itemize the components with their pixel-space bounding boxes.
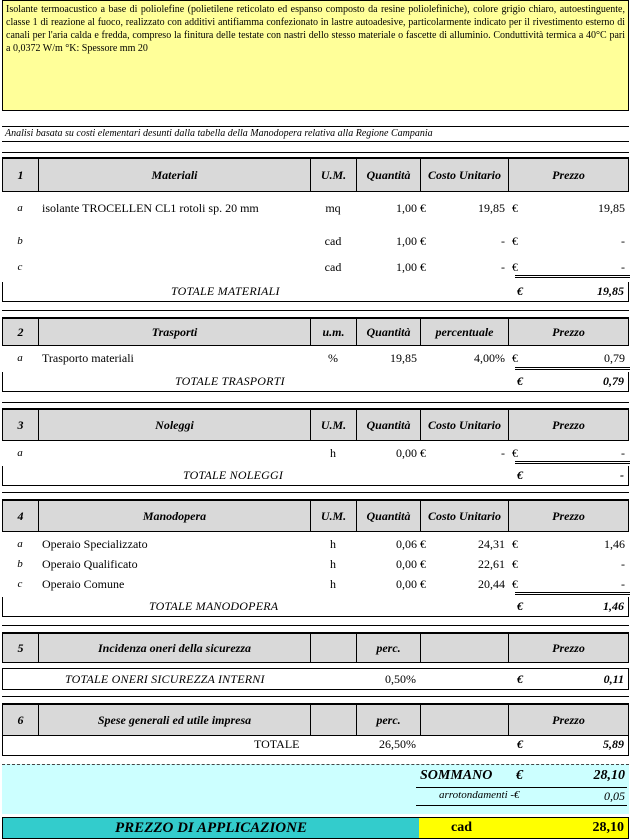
section-number: 2 [3,319,39,345]
currency-symbol: € [512,233,518,248]
row-unit-cost: 22,61 [478,556,505,571]
currency-symbol: € [420,576,426,591]
unit-cost-header: Costo Unitario [421,159,509,191]
percent-header: perc. [357,705,421,735]
section-title: Trasporti [39,319,311,345]
percent-value: 26,50% [379,737,416,751]
row-unit-cost: - [501,233,505,248]
total-label: TOTALE ONERI SICUREZZA INTERNI [65,672,265,686]
row-quantity: 1,00 [396,200,417,215]
section-title: Noleggi [39,410,311,440]
row-unit: h [330,445,336,460]
section-title: Materiali [39,159,311,191]
row-index: b [17,558,23,570]
currency-symbol: € [512,445,518,460]
currency-symbol: € [512,556,518,571]
item-description: Isolante termoacustico a base di poliolefine (polietilene reticolato ed espanso composto da resine poliolefiniche), colore grigio chiaro, autoestinguente, classe 1 di reazione al fuoco, realizzato con additivi antifiamma confezionato in lastre autoadesive, particolarmente indicato per il rivestimento esterno di canali per l'aria calda e fredda, compreso la finitura delle testate con nastri dello stesso materiale o fascette di alluminio. Conduttività termica a 40°C pari a 0,0372 W/m °K: Spessore mm 20 [2,0,629,111]
row-unit: h [330,576,336,591]
row-unit: cad [324,233,342,248]
row-unit-cost: 24,31 [478,536,505,551]
noleggi-header [2,409,629,441]
row-percent: 4,00% [474,350,505,365]
row-unit: % [328,350,338,365]
currency-symbol: € [512,536,518,551]
table-row [2,348,629,368]
manodopera-total-row [2,597,629,617]
section-title: Manodopera [39,501,311,531]
trasporti-total-row [2,372,629,392]
sicurezza-total-row [2,668,629,690]
spese-total-row [2,736,629,756]
um-header: u.m. [311,319,357,345]
row-price: 19,85 [598,200,625,215]
total-value: 19,85 [597,284,624,298]
currency-symbol: € [512,200,518,215]
materiali-header [2,158,629,192]
percent-header: percentuale [421,319,509,345]
total-value: 1,46 [603,599,624,613]
section-separator [2,696,629,704]
unit-cost-header: Costo Unitario [421,410,509,440]
row-unit: mq [325,200,341,215]
final-price-row [2,817,629,839]
currency-symbol: € [517,737,523,751]
row-quantity: 0,00 [396,556,417,571]
section-title: Spese generali ed utile impresa [39,705,311,735]
currency-symbol: € [517,468,523,482]
sommano-box: SOMMANO € 28,10 arrotondamenti -€ 0,05 [2,764,629,814]
price-header: Prezzo [552,417,585,432]
currency-symbol: € [420,556,426,571]
percent-header: perc. [357,634,421,662]
total-label: TOTALE NOLEGGI [183,468,284,482]
currency-symbol: € [512,576,518,591]
um-header: U.M. [311,410,357,440]
row-unit-cost: 19,85 [478,200,505,215]
row-price: - [621,259,625,274]
section-separator [2,310,629,318]
currency-symbol: € [517,284,523,298]
row-unit: h [330,536,336,551]
row-unit-cost: - [501,445,505,460]
row-price: - [621,576,625,591]
total-value: 0,79 [603,374,624,388]
double-underline [515,367,630,370]
table-row [2,534,629,554]
row-description: Operaio Specializzato [42,536,148,551]
manodopera-header [2,500,629,532]
currency-symbol: € [517,599,523,613]
double-underline [515,461,630,464]
total-value: 0,11 [603,672,624,686]
row-quantity: 0,06 [396,536,417,551]
section-number: 5 [3,634,39,662]
total-label: TOTALE MANODOPERA [149,599,279,613]
section-number: 1 [3,159,39,191]
row-price: - [621,556,625,571]
currency-symbol: € [512,350,518,365]
row-index: a [17,352,23,364]
row-index: a [17,202,23,214]
row-description: Operaio Comune [42,576,125,591]
total-label: TOTALE TRASPORTI [175,374,285,388]
percent-value: 0,50% [385,672,416,686]
row-quantity: 0,00 [396,576,417,591]
row-index: c [17,578,23,590]
row-price: - [621,445,625,460]
rounding-label: arrotondamenti -€ [439,789,520,801]
table-row [2,554,629,574]
row-index: a [17,447,23,459]
section-title: Incidenza oneri della sicurezza [39,634,311,662]
row-index: c [17,261,23,273]
table-row [2,574,629,594]
total-value: - [620,468,624,482]
sicurezza-header [2,633,629,663]
currency-symbol: € [420,259,426,274]
price-header: Prezzo [552,167,585,182]
row-price: 0,79 [604,350,625,365]
materiali-total-row [2,282,629,302]
table-row [2,443,629,463]
row-unit: h [330,556,336,571]
um-header: U.M. [311,501,357,531]
quantity-header: Quantità [357,159,421,191]
quantity-header: Quantità [357,319,421,345]
row-price: 1,46 [604,536,625,551]
price-header: Prezzo [552,712,585,727]
section-number: 4 [3,501,39,531]
currency-symbol: € [420,445,426,460]
currency-symbol: € [420,536,426,551]
table-row [2,257,629,277]
row-quantity: 19,85 [390,350,417,365]
final-um: cad [451,820,472,835]
um-header: U.M. [311,159,357,191]
unit-cost-header: Costo Unitario [421,501,509,531]
final-price-label: PREZZO DI APPLICAZIONE [3,818,419,838]
row-quantity: 1,00 [396,259,417,274]
table-row [2,198,629,218]
total-value: 5,89 [603,737,624,751]
final-price-value: 28,10 [592,820,624,835]
quantity-header: Quantità [357,410,421,440]
currency-symbol: € [517,672,523,686]
analysis-note: Analisi basata su costi elementari desunti dalla tabella della Manodopera relativa alla Regione Campania [2,126,629,142]
total-label: TOTALE [254,737,300,751]
section-separator [2,625,629,633]
row-quantity: 0,00 [396,445,417,460]
row-unit-cost: 20,44 [478,576,505,591]
row-quantity: 1,00 [396,233,417,248]
row-index: a [17,538,23,550]
double-underline [515,275,630,278]
noleggi-total-row [2,466,629,486]
spese-header [2,704,629,736]
table-row [2,231,629,251]
row-description: isolante TROCELLEN CL1 rotoli sp. 20 mm [42,200,259,215]
row-description: Trasporto materiali [42,350,134,365]
price-header: Prezzo [552,508,585,523]
currency-symbol: € [420,200,426,215]
currency-symbol: € [517,374,523,388]
double-underline [515,592,630,595]
currency-symbol: € [420,233,426,248]
row-unit: cad [324,259,342,274]
currency-symbol: € [512,259,518,274]
total-label: TOTALE MATERIALI [171,284,280,298]
sommano-label: SOMMANO [420,768,493,783]
rounding-value: 0,05 [604,789,625,803]
price-header: Prezzo [552,324,585,339]
sommano-value: 28,10 [593,768,625,783]
section-number: 6 [3,705,39,735]
row-description: Operaio Qualificato [42,556,138,571]
section-number: 3 [3,410,39,440]
trasporti-header [2,318,629,346]
row-unit-cost: - [501,259,505,274]
section-separator [2,402,629,409]
price-header: Prezzo [552,640,585,655]
row-index: b [17,235,23,247]
quantity-header: Quantità [357,501,421,531]
section-separator [2,492,629,500]
row-price: - [621,233,625,248]
